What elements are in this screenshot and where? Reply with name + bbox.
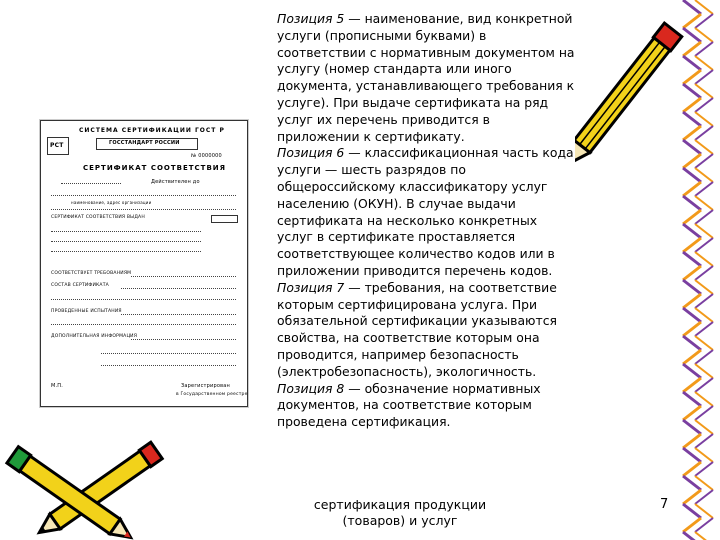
footer-caption: [300, 497, 500, 529]
cert-field-4: ПРОВЕДЕННЫЕ ИСПЫТАНИЯ: [51, 309, 122, 314]
paragraph-7: Позиция 7 — требования, на соответствие которым сертифицирована услуга. При обязательной сертификации указываются свойства, на соответствие которым она проводится, например безопасность (электробезопасность), экологичность.: [277, 279, 557, 379]
main-text: [277, 11, 575, 431]
cert-valid: Действителен до: [151, 179, 200, 185]
footer-line-1: сертификация продукции: [313, 497, 487, 512]
cert-field-1: СЕРТИФИКАТ СООТВЕТСТВИЯ ВЫДАН: [51, 215, 145, 220]
certificate-image: [40, 120, 248, 407]
cert-registered: Зарегистрирован: [181, 383, 230, 389]
border-stroke: [683, 532, 701, 540]
cert-org-label: ГОССТАНДАРТ РОССИИ: [109, 140, 180, 146]
cert-field-2: СООТВЕТСТВУЕТ ТРЕБОВАНИЯМ: [51, 271, 132, 276]
pencil-icon: [0, 440, 140, 540]
border-stroke: [695, 532, 713, 540]
cert-field-0: наименование, адрес организации: [71, 200, 152, 205]
cert-title: СЕРТИФИКАТ СООТВЕТСТВИЯ: [83, 164, 227, 172]
cert-registry: в Государственном реестре: [176, 392, 248, 397]
cert-system-label: СИСТЕМА СЕРТИФИКАЦИИ ГОСТ Р: [79, 127, 225, 134]
cert-logo: РСТ: [50, 142, 64, 149]
paragraph-6: Позиция 6 — классификационная часть кода услуги — шесть разрядов по общероссийскому классификатору услуг населению (ОКУН). В случае выдачи сертификата на несколько конкретных услуг в сертификате проставляется соответствующее количество кодов или в приложении приводится перечень кодов.: [277, 145, 574, 278]
paragraph-5: Позиция 5 — наименование, вид конкретной услуги (прописными буквами) в соответствии с нормативным документом на услугу (номер стандарта или иного документа, устанавливающего требования к услуге). При выдаче сертификата на ряд услуг их перечень приводится в приложении к сертификату.: [277, 11, 575, 144]
cert-mp: М.П.: [51, 383, 64, 389]
cert-field-5: ДОПОЛНИТЕЛЬНАЯ ИНФОРМАЦИЯ: [51, 334, 138, 339]
footer-line-2: (товаров) и услуг: [342, 513, 458, 528]
cert-number: № 0000000: [191, 153, 222, 159]
cert-field-3: СОСТАВ СЕРТИФИКАТА: [51, 283, 109, 288]
decorative-border: [677, 0, 720, 540]
code-box: [211, 215, 238, 223]
pencil-icon: [575, 0, 685, 170]
page-number: 7: [660, 497, 669, 512]
paragraph-8: Позиция 8 — обозначение нормативных документов, на соответствие которым проведена сертификация.: [277, 380, 541, 430]
